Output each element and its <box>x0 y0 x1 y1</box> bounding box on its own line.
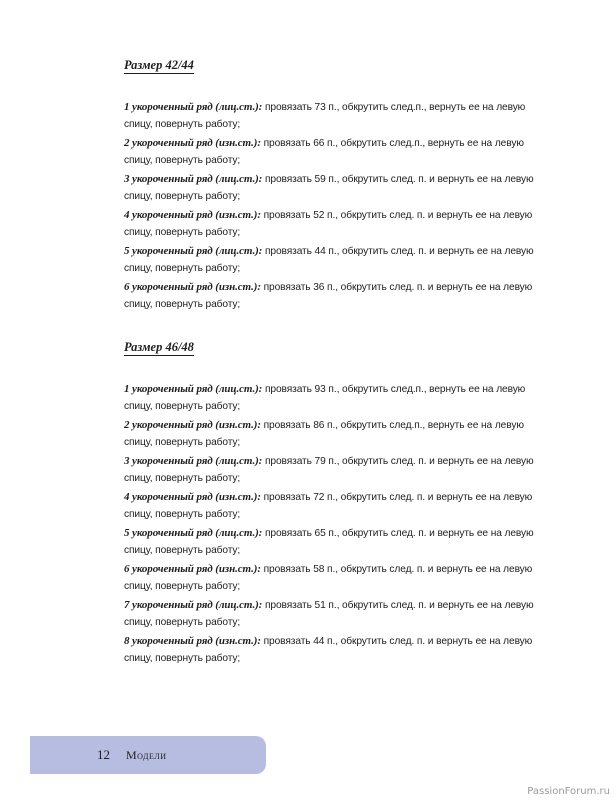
short-row-item <box>124 171 544 205</box>
short-row-text: провязать 44 п., обкрутить след. п. и вернуть ее на левую спицу, повернуть работу; <box>124 246 534 274</box>
size-heading: Размер 46/48 <box>124 340 194 354</box>
short-row-label: 2 укороченный ряд (изн.ст.): <box>124 137 261 149</box>
short-row-label: 3 укороченный ряд (лиц.ст.): <box>124 173 263 185</box>
short-row-text: провязать 59 п., обкрутить след. п. и вернуть ее на левую спицу, повернуть работу; <box>124 174 534 202</box>
short-row-label: 4 укороченный ряд (изн.ст.): <box>124 209 261 221</box>
short-row-item <box>124 279 544 313</box>
watermark: PassionForum.ru <box>527 786 610 797</box>
short-row-label: 8 укороченный ряд (изн.ст.): <box>124 635 261 647</box>
short-row-label: 4 укороченный ряд (изн.ст.): <box>124 491 261 503</box>
short-row-label: 5 укороченный ряд (лиц.ст.): <box>124 527 263 539</box>
short-row-label: 6 укороченный ряд (изн.ст.): <box>124 281 261 293</box>
short-row-label: 5 укороченный ряд (лиц.ст.): <box>124 245 263 257</box>
short-row-item <box>124 561 544 595</box>
short-row-text: провязать 58 п., обкрутить след. п. и вернуть ее на левую спицу, повернуть работу; <box>124 564 533 592</box>
short-row-item <box>124 453 544 487</box>
short-row-text: провязать 36 п., обкрутить след. п. и вернуть ее на левую спицу, повернуть работу; <box>124 282 533 310</box>
short-row-label: 7 укороченный ряд (лиц.ст.): <box>124 599 263 611</box>
short-row-label: 3 укороченный ряд (лиц.ст.): <box>124 455 263 467</box>
short-row-item <box>124 243 544 277</box>
size-heading: Размер 42/44 <box>124 58 194 72</box>
short-row-item <box>124 417 544 451</box>
short-row-text: провязать 51 п., обкрутить след. п. и вернуть ее на левую спицу, повернуть работу; <box>124 600 534 628</box>
short-row-label: 1 укороченный ряд (лиц.ст.): <box>124 383 263 395</box>
short-row-item <box>124 381 544 415</box>
short-row-text: провязать 73 п., обкрутить след.п., вернуть ее на левую спицу, повернуть работу; <box>124 102 526 130</box>
short-row-item <box>124 525 544 559</box>
page-number: 12 <box>97 747 110 762</box>
short-row-label: 6 укороченный ряд (изн.ст.): <box>124 563 261 575</box>
short-row-label: 1 укороченный ряд (лиц.ст.): <box>124 101 263 113</box>
short-row-text: провязать 66 п., обкрутить след.п., вернуть ее на левую спицу, повернуть работу; <box>124 138 524 166</box>
short-row-text: провязать 52 п., обкрутить след. п. и вернуть ее на левую спицу, повернуть работу; <box>124 210 533 238</box>
short-row-text: провязать 79 п., обкрутить след. п. и вернуть ее на левую спицу, повернуть работу; <box>124 456 534 484</box>
short-row-item <box>124 99 544 133</box>
short-row-text: провязать 86 п., обкрутить след.п., вернуть ее на левую спицу, повернуть работу; <box>124 420 524 448</box>
page-section-title: Модели <box>126 748 167 762</box>
short-row-item <box>124 597 544 631</box>
short-row-label: 2 укороченный ряд (изн.ст.): <box>124 419 261 431</box>
short-row-item <box>124 633 544 667</box>
short-row-item <box>124 135 544 169</box>
short-row-text: провязать 72 п., обкрутить след. п. и вернуть ее на левую спицу, повернуть работу; <box>124 492 533 520</box>
short-row-text: провязать 93 п., обкрутить след.п., вернуть ее на левую спицу, повернуть работу; <box>124 384 526 412</box>
short-row-text: провязать 44 п., обкрутить след. п. и вернуть ее на левую спицу, повернуть работу; <box>124 636 533 664</box>
size-section-46-48 <box>124 338 544 669</box>
short-row-item <box>124 489 544 523</box>
size-section-42-44 <box>124 56 544 315</box>
short-row-text: провязать 65 п., обкрутить след. п. и вернуть ее на левую спицу, повернуть работу; <box>124 528 534 556</box>
short-row-item <box>124 207 544 241</box>
